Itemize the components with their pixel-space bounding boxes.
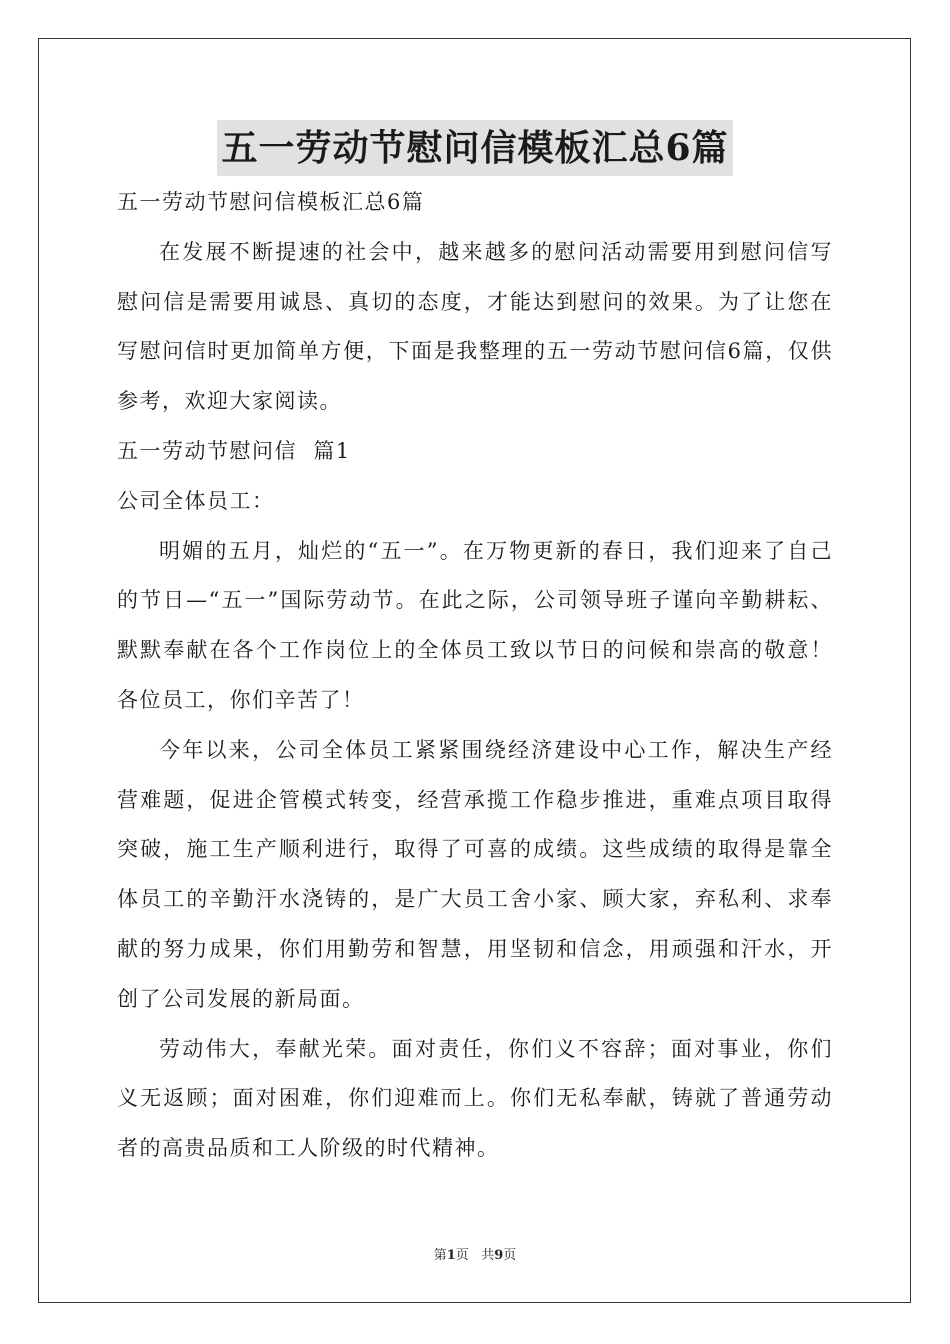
footer-page-total: 9 — [494, 1248, 504, 1263]
body-paragraph: 明媚的五月，灿烂的“五一”。在万物更新的春日，我们迎来了自己的节日—“五一”国际劳动节。在此之际，公司领导班子谨向辛勤耕耘、默默奉献在各个工作岗位上的全体员工致以节日的问候和崇高的敬意！各位员工，你们辛苦了！ — [117, 538, 833, 712]
document-title-block — [0, 120, 950, 176]
body-paragraph: 劳动伟大，奉献光荣。面对责任，你们义不容辞；面对事业，你们义无返顾；面对困难，你们迎难而上。你们无私奉献，铸就了普通劳动者的高贵品质和工人阶级的时代精神。 — [117, 1036, 833, 1161]
section-heading: 五一劳动节慰问信 篇1 — [117, 438, 351, 463]
body-paragraph: 今年以来，公司全体员工紧紧围绕经济建设中心工作，解决生产经营难题，促进企管模式转变，经营承揽工作稳步推进，重难点项目取得突破，施工生产顺利进行，取得了可喜的成绩。这些成绩的取得是靠全体员工的辛勤汗水浇铸的，是广大员工舍小家、顾大家，弃私利、求奉献的努力成果，你们用勤劳和智慧，用坚韧和信念，用顽强和汗水，开创了公司发展的新局面。 — [117, 737, 833, 1011]
footer-page-suffix: 页 — [503, 1248, 517, 1263]
intro-paragraph: 在发展不断提速的社会中，越来越多的慰问活动需要用到慰问信写慰问信是需要用诚恳、真切的态度，才能达到慰问的效果。为了让您在写慰问信时更加简单方便，下面是我整理的五一劳动节慰问信6篇，仅供参考，欢迎大家阅读。 — [117, 239, 833, 414]
document-body — [117, 178, 833, 1174]
footer-page-mid: 页 共 — [455, 1248, 495, 1263]
page-footer — [0, 1244, 950, 1263]
salutation: 公司全体员工： — [117, 488, 275, 513]
footer-page-current: 1 — [446, 1248, 456, 1263]
document-title: 五一劳动节慰问信模板汇总6篇 — [217, 120, 732, 176]
document-subtitle: 五一劳动节慰问信模板汇总6篇 — [117, 190, 425, 214]
footer-page-prefix: 第 — [433, 1248, 447, 1263]
